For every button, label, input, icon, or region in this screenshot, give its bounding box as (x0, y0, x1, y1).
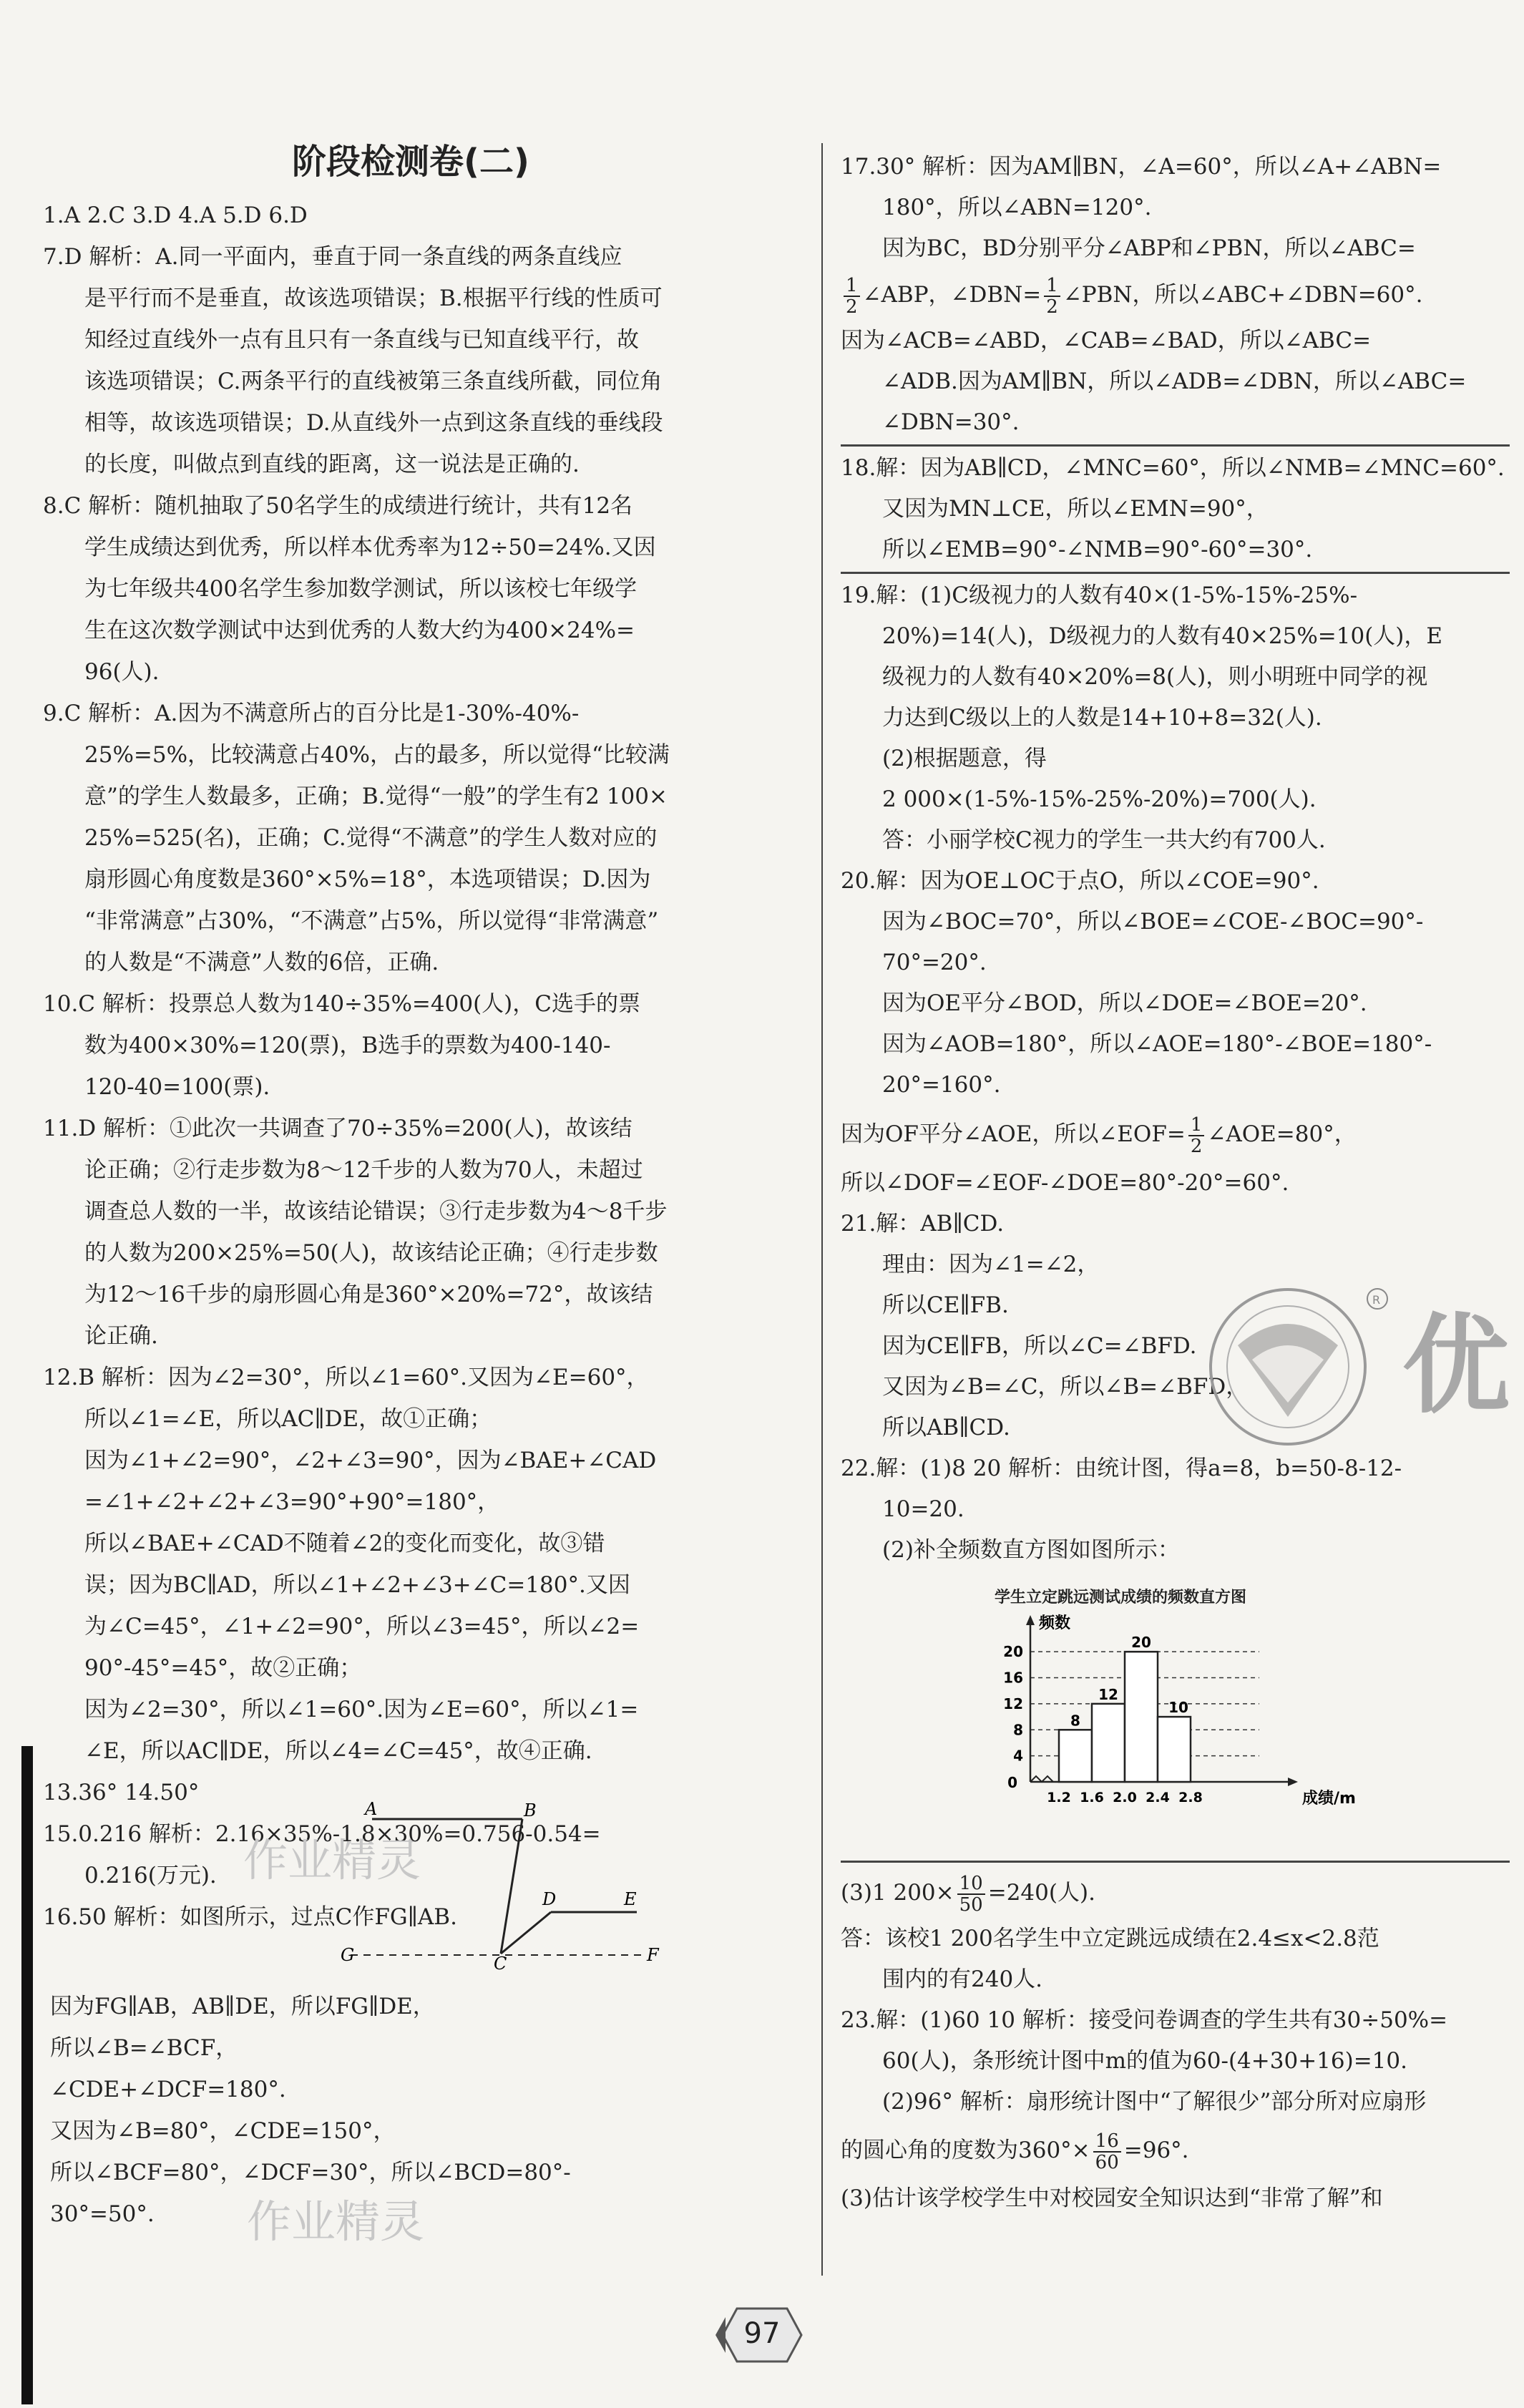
question-22-part3: (3)1 200× $\frac{10}{50}$ =240(人). (841, 1872, 1095, 1916)
text-line: 因为CE∥FB，所以∠C=∠BFD. (882, 1333, 1197, 1359)
text-line: 为12～16千步的扇形圆心角是360°×20%=72°，故该结 (84, 1282, 653, 1307)
point-label-f: F (647, 1945, 659, 1965)
left-column (43, 195, 810, 1938)
text-line: 180°，所以∠ABN=120°. (882, 195, 1152, 220)
column-divider (821, 143, 823, 2276)
bar-value-label: 20 (1131, 1634, 1151, 1652)
right-column-lower (841, 1861, 1510, 2219)
fraction: $\frac{16}{60}$ (1093, 2131, 1121, 2173)
point-label-e: E (624, 1889, 637, 1909)
fraction: $\frac{10}{50}$ (957, 1873, 985, 1915)
text-line: 23.解：(1)60 10 解析：接受问卷调查的学生共有30÷50%= (841, 2007, 1448, 2033)
text-line: 20°=160°. (882, 1072, 1001, 1098)
text-line: 因为OE平分∠BOD，所以∠DOE=∠BOE=20°. (882, 990, 1367, 1016)
text-line: “非常满意”占30%，“不满意”占5%，所以觉得“非常满意” (84, 908, 659, 934)
question-20-conclusion: 所以∠DOF=∠EOF-∠DOE=80°-20°=60°. (841, 1170, 1289, 1196)
text-line: 意”的学生人数最多，正确；B.觉得“一般”的学生有2 100× (84, 784, 668, 809)
text-line: 所以∠BAE+∠CAD不随着∠2的变化而变化，故③错 (84, 1531, 605, 1556)
text-line: 70°=20°. (882, 950, 987, 975)
y-tick-label: 12 (1003, 1695, 1023, 1712)
text-line: 20%)=14(人)，D级视力的人数有40×25%=10(人)，E (882, 623, 1443, 649)
origin-label: 0 (1007, 1774, 1017, 1791)
text-line: 120-40=100(票). (84, 1074, 270, 1100)
point-label-g: G (341, 1945, 355, 1965)
text-line: 20.解：因为OE⊥OC于点O，所以∠COE=90°. (841, 868, 1319, 894)
text-line: 因为∠1+∠2=90°，∠2+∠3=90°，因为∠BAE+∠CAD (84, 1448, 657, 1473)
text-line: 21.解：AB∥CD. (841, 1211, 1005, 1237)
text-line: 96(人). (84, 659, 160, 685)
question-16-solution (43, 1986, 810, 2235)
text-line: 0.216(万元). (84, 1863, 217, 1888)
bar-value-label: 12 (1098, 1685, 1118, 1703)
text-line: 又因为MN⊥CE，所以∠EMN=90°， (882, 496, 1269, 522)
answers-13-14: 13.36° 14.50° (43, 1780, 200, 1805)
text-line: =∠1+∠2+∠2+∠3=90°+90°=180°， (84, 1489, 500, 1515)
text-line: 理由：因为∠1=∠2， (882, 1252, 1100, 1277)
fraction: $\frac{1}{2}$ (844, 276, 860, 317)
question-23-part3: (3)估计该学校学生中对校园安全知识达到“非常了解”和 (841, 2185, 1383, 2211)
question-18 (841, 448, 1510, 570)
question-20 (841, 861, 1510, 1106)
point-label-b: B (524, 1800, 537, 1820)
text-line: 答：小丽学校C视力的学生一共大约有700人. (882, 827, 1326, 853)
page-number: 97 (743, 2317, 781, 2350)
question-19 (841, 575, 1510, 861)
rule (841, 572, 1510, 574)
x-axis-arrow (1288, 1778, 1298, 1786)
text-line: 所以∠1=∠E，所以AC∥DE，故①正确； (84, 1406, 492, 1432)
text-line: 数为400×30%=120(票)，B选手的票数为400-140- (84, 1033, 611, 1058)
text-line: 误；因为BC∥AD，所以∠1+∠2+∠3+∠C=180°.又因 (84, 1572, 630, 1598)
text-line: 又因为∠B=80°，∠CDE=150°， (50, 2118, 396, 2144)
text-line: 的人数为200×25%=50(人)，故该结论正确；④行走步数 (84, 1240, 658, 1266)
text-line: 因为∠ACB=∠ABD，∠CAB=∠BAD，所以∠ABC= (841, 328, 1372, 354)
watermark: 作业精灵 (247, 2195, 425, 2248)
text-line: 30°=50°. (50, 2201, 155, 2227)
logo-character: 优 (1402, 1304, 1510, 1428)
text-line: 25%=525(名)，正确；C.觉得“不满意”的学生人数对应的 (84, 825, 658, 851)
histogram-bar (1059, 1730, 1092, 1782)
rule (841, 444, 1510, 447)
text-line: ∠E，所以AC∥DE，所以∠4=∠C=45°，故④正确. (84, 1738, 592, 1764)
rule (841, 1861, 1510, 1863)
x-tick-label: 1.2 (1047, 1790, 1071, 1805)
text-line: 又因为∠B=∠C，所以∠B=∠BFD， (882, 1374, 1249, 1400)
x-tick-label: 2.8 (1178, 1790, 1203, 1805)
fraction: $\frac{1}{2}$ (1188, 1115, 1205, 1156)
text-line: 因为FG∥AB，AB∥DE，所以FG∥DE， (50, 1994, 435, 2019)
text-line: 调查总人数的一半，故该结论错误；③行走步数为4～8千步 (84, 1199, 668, 1224)
text-line: 的人数是“不满意”人数的6倍，正确. (84, 950, 439, 975)
watermark: 作业精灵 (243, 1834, 421, 1886)
text-line: 12.B 解析：因为∠2=30°，所以∠1=60°.又因为∠E=60°， (43, 1365, 649, 1390)
bar-value-label: 10 (1168, 1699, 1188, 1717)
text-line: (2)根据题意，得 (882, 746, 1047, 771)
y-tick-label: 16 (1003, 1669, 1023, 1687)
question-17-fraction-line: $\frac{1}{2}$ ∠ABP，∠DBN= $\frac{1}{2}$ ∠PBN，所以∠ABC+∠DBN=60°. (841, 269, 1510, 321)
text-line: 生在这次数学测试中达到优秀的人数大约为400×24%= (84, 618, 635, 643)
text-line: 8.C 解析：随机抽取了50名学生的成绩进行统计，共有12名 (43, 493, 633, 519)
text-line: 所以CE∥FB. (882, 1292, 1009, 1318)
text-line: 9.C 解析：A.因为不满意所占的百分比是1-30%-40%- (43, 701, 580, 726)
text-line: 7.D 解析：A.同一平面内，垂直于同一条直线的两条直线应 (43, 244, 622, 270)
bar-value-label: 8 (1070, 1712, 1080, 1730)
page-number-badge (715, 2303, 809, 2367)
question-23-fraction-line: 的圆心角的度数为360°× $\frac{16}{60}$ =96°. (841, 2130, 1189, 2173)
text-line: 所以∠EMB=90°-∠NMB=90°-60°=30°. (882, 537, 1313, 562)
text-line: 10=20. (882, 1496, 964, 1522)
question-10 (43, 983, 810, 1108)
text-line: 的长度，叫做点到直线的距离，这一说法是正确的. (84, 452, 580, 477)
text-line: 因为BC，BD分别平分∠ABP和∠PBN，所以∠ABC= (882, 235, 1416, 261)
text-line: 因为∠BOC=70°，所以∠BOE=∠COE-∠BOC=90°- (882, 909, 1424, 935)
text-line: 11.D 解析：①此次一共调查了70÷35%=200(人)，故该结 (43, 1116, 632, 1141)
page-title: 阶段检测卷(二) (292, 142, 529, 182)
histogram-bar (1092, 1704, 1125, 1782)
question-20-fraction-line: 因为OF平分∠AOE，所以∠EOF= $\frac{1}{2}$ ∠AOE=80°， (841, 1113, 1357, 1157)
answers-1-6: 1.A 2.C 3.D 4.A 5.D 6.D (43, 203, 308, 228)
question-11 (43, 1108, 810, 1357)
question-22-answer (841, 1919, 1510, 2000)
text-line: 答：该校1 200名学生中立定跳远成绩在2.4≤x<2.8范 (841, 1926, 1379, 1951)
x-axis-label: 成绩/m (1302, 1790, 1356, 1808)
text-line: ∠ADB.因为AM∥BN，所以∠ADB=∠DBN，所以∠ABC= (882, 369, 1467, 394)
publisher-logo (1188, 1259, 1510, 1474)
text-line: 22.解：(1)8 20 解析：由统计图，得a=8，b=50-8-12- (841, 1456, 1402, 1481)
text-line: 15.0.216 解析：2.16×35%-1.8×30%=0.756-0.54= (43, 1821, 601, 1847)
text-line: 知经过直线外一点有且只有一条直线与已知直线平行，故 (84, 327, 639, 353)
x-tick-label: 1.6 (1080, 1790, 1104, 1805)
text-line: 是平行而不是垂直，故该选项错误；B.根据平行线的性质可 (84, 286, 663, 311)
question-16: 16.50 解析：如图所示，过点C作FG∥AB. (43, 1904, 457, 1930)
text-line: 学生成绩达到优秀，所以样本优秀率为12÷50=24%.又因 (84, 535, 656, 560)
text-line: 60(人)，条形统计图中m的值为60-(4+30+16)=10. (882, 2048, 1407, 2074)
text-line: 为∠C=45°，∠1+∠2=90°，所以∠3=45°，所以∠2= (84, 1614, 640, 1639)
text-line: 力达到C级以上的人数是14+10+8=32(人). (882, 705, 1322, 731)
text-line: 因为∠AOB=180°，所以∠AOE=180°-∠BOE=180°- (882, 1031, 1432, 1057)
text-line: 19.解：(1)C级视力的人数有40×(1-5%-15%-25%- (841, 582, 1358, 608)
histogram-title: 学生立定跳远测试成绩的频数直方图 (995, 1589, 1247, 1607)
question-8 (43, 485, 810, 693)
text-line: ∠CDE+∠DCF=180°. (50, 2077, 286, 2102)
text-line: 25%=5%，比较满意占40%，占的最多，所以觉得“比较满 (84, 742, 670, 768)
text-line: 级视力的人数有40×20%=8(人)，则小明班中同学的视 (882, 664, 1428, 690)
text-line: 论正确；②行走步数为8～12千步的人数为70人，未超过 (84, 1157, 643, 1183)
x-tick-label: 2.0 (1113, 1790, 1137, 1805)
text-line: 因为∠2=30°，所以∠1=60°.因为∠E=60°，所以∠1= (84, 1697, 639, 1722)
text-line: 所以∠BCF=80°，∠DCF=30°，所以∠BCD=80°- (50, 2160, 571, 2185)
histogram-bar (1125, 1652, 1158, 1782)
point-label-c: C (494, 1954, 507, 1974)
y-axis-label: 频数 (1039, 1614, 1071, 1632)
text-line: 10.C 解析：投票总人数为140÷35%=400(人)，C选手的票 (43, 991, 640, 1017)
text-line: (2)补全频数直方图如图所示： (882, 1537, 1180, 1563)
y-tick-label: 4 (1013, 1747, 1023, 1765)
text-line: 该选项错误；C.两条平行的直线被第三条直线所截，同位角 (84, 369, 663, 394)
y-tick-label: 8 (1013, 1721, 1023, 1739)
question-23 (841, 2000, 1510, 2122)
binding-edge (21, 1746, 33, 2404)
text-line: 为七年级共400名学生参加数学测试，所以该校七年级学 (84, 576, 638, 602)
text-line: 扇形圆心角度数是360°×5%=18°，本选项错误；D.因为 (84, 867, 651, 892)
text-line: ∠DBN=30°. (882, 409, 1020, 435)
frequency-histogram (987, 1614, 1356, 1828)
y-axis-arrow (1026, 1615, 1035, 1625)
text-line: 90°-45°=45°，故②正确； (84, 1655, 362, 1681)
text-line: 18.解：因为AB∥CD，∠MNC=60°，所以∠NMB=∠MNC=60°. (841, 455, 1505, 481)
text-line: (2)96° 解析：扇形统计图中“了解很少”部分所对应扇形 (882, 2089, 1427, 2115)
text-line: 所以∠B=∠BCF， (50, 2035, 238, 2061)
text-line: 相等，故该选项错误；D.从直线外一点到这条直线的垂线段 (84, 410, 663, 436)
text-line: 17.30° 解析：因为AM∥BN，∠A=60°，所以∠A+∠ABN= (841, 154, 1442, 180)
question-17 (841, 147, 1510, 269)
svg-text:R: R (1372, 1293, 1381, 1307)
question-12 (43, 1357, 810, 1772)
text-line: 论正确. (84, 1323, 158, 1349)
text-line: 2 000×(1-5%-15%-25%-20%)=700(人). (882, 786, 1317, 812)
question-9 (43, 693, 810, 983)
text-line: 围内的有240人. (882, 1966, 1043, 1992)
x-tick-label: 2.4 (1146, 1790, 1170, 1805)
question-17-continued (841, 321, 1510, 443)
y-tick-label: 20 (1003, 1643, 1023, 1661)
fraction: $\frac{1}{2}$ (1044, 276, 1060, 317)
point-label-a: A (365, 1799, 378, 1819)
histogram-bar (1158, 1717, 1191, 1782)
question-7 (43, 236, 810, 485)
text-line: 所以AB∥CD. (882, 1415, 1010, 1441)
point-label-d: D (542, 1889, 557, 1909)
